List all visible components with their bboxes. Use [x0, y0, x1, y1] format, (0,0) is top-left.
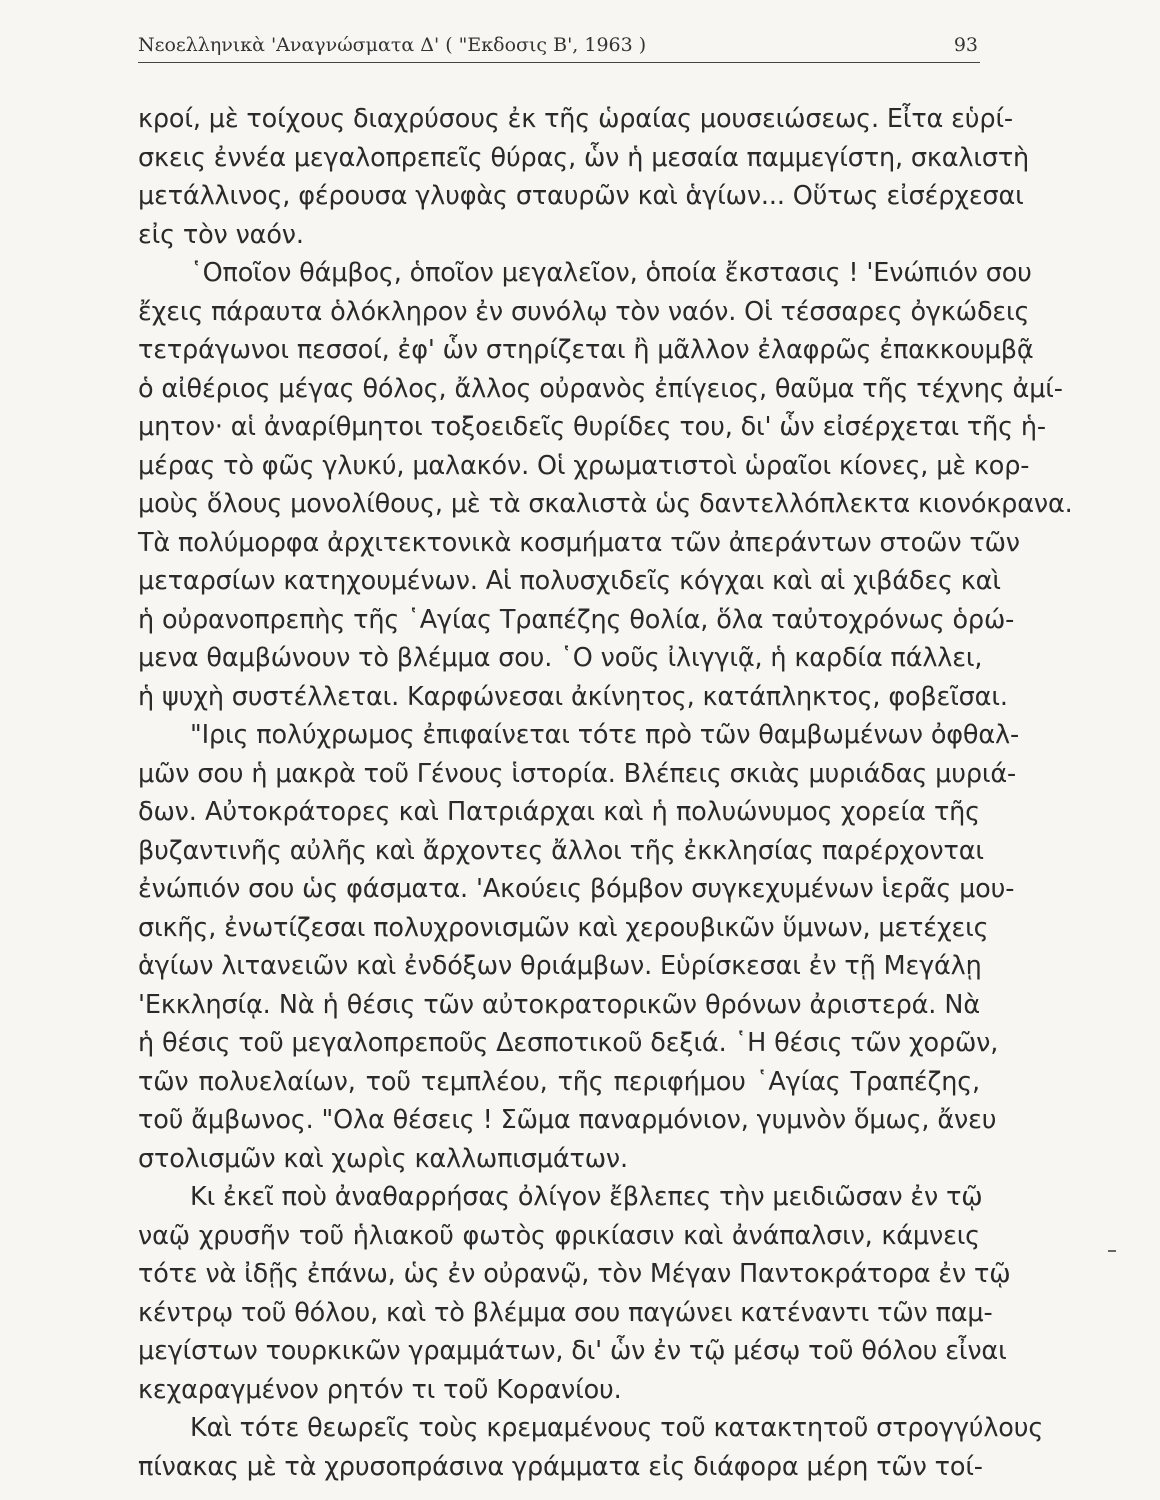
text-line: Τὰ πολύμορφα ἀρχιτεκτονικὰ κοσμήματα τῶν ἀπεράντων στοῶν τῶν — [138, 527, 1020, 558]
text-line: ἐνώπιόν σου ὡς φάσματα. 'Ακούεις βόμβον συγκεχυμένων ἱερᾶς μου- — [138, 874, 1015, 904]
text-line: σικῆς, ἐνωτίζεσαι πολυχρονισμῶν καὶ χερουβικῶν ὕμνων, μετέχεις — [138, 912, 989, 943]
text-line: "Ιρις πολύχρωμος ἐπιφαίνεται τότε πρὸ τῶν θαμβωμένων ὀφθαλ- — [190, 720, 1020, 750]
text-line: μοὺς ὅλους μονολίθους, μὲ τὰ σκαλιστὰ ὡς δαντελλόπλεκτα κιονόκρανα. — [138, 489, 1073, 519]
text-line: στολισμῶν καὶ χωρὶς καλλωπισμάτων. — [138, 1143, 628, 1174]
text-line: ῾Οποῖον θάμβος, ὁποῖον μεγαλεῖον, ὁποία ἔκστασις ! 'Ενώπιόν σου — [190, 258, 1032, 288]
text-line: βυζαντινῆς αὐλῆς καὶ ἄρχοντες ἄλλοι τῆς ἐκκλησίας παρέρχονται — [138, 835, 984, 866]
paragraph — [138, 1409, 1044, 1486]
text-line: κέντρῳ τοῦ θόλου, καὶ τὸ βλέμμα σου παγώνει κατέναντι τῶν παμ- — [138, 1297, 993, 1328]
text-line: μέρας τὸ φῶς γλυκύ, μαλακόν. Οἱ χρωματιστοὶ ὡραῖοι κίονες, μὲ κορ- — [138, 450, 1030, 481]
text-line: 'Εκκλησίᾳ. Νὰ ἡ θέσις τῶν αὐτοκρατορικῶν θρόνων ἀριστερά. Νὰ — [138, 989, 980, 1020]
text-line: ὁ αἰθέριος μέγας θόλος, ἄλλος οὐρανὸς ἐπίγειος, θαῦμα τῆς τέχνης ἀμί- — [138, 373, 1063, 404]
text-line: δων. Αὐτοκράτορες καὶ Πατριάρχαι καὶ ἡ πολυώνυμος χορεία τῆς — [138, 797, 980, 827]
paragraph — [138, 254, 1073, 1178]
text-line: τῶν πολυελαίων, τοῦ τεμπλέου, τῆς περιφήμου ῾Αγίας Τραπέζης, — [138, 1066, 980, 1097]
running-header — [138, 28, 980, 63]
paragraph — [138, 100, 1030, 254]
text-line: μεγίστων τουρκικῶν γραμμάτων, δι' ὧν ἐν τῷ μέσῳ τοῦ θόλου εἶναι — [138, 1336, 1007, 1366]
text-line: πίνακας μὲ τὰ χρυσοπράσινα γράμματα εἰς διάφορα μέρη τῶν τοί- — [138, 1451, 983, 1482]
text-line: μετάλλινος, φέρουσα γλυφὰς σταυρῶν καὶ ἁγίων... Οὕτως εἰσέρχεσαι — [138, 181, 1024, 211]
text-line: ἔχεις πάραυτα ὁλόκληρον ἐν συνόλῳ τὸν ναόν. Οἱ τέσσαρες ὀγκώδεις — [138, 296, 1030, 327]
paragraph — [138, 1178, 1011, 1409]
text-line: κροί, μὲ τοίχους διαχρύσους ἐκ τῆς ὡραίας μουσειώσεως. Εἶτα εὑρί- — [138, 104, 1013, 134]
text-line: Καὶ τότε θεωρεῖς τοὺς κρεμαμένους τοῦ κατακτητοῦ στρογγύλους — [190, 1413, 1044, 1443]
text-line: τότε νὰ ἰδῇς ἐπάνω, ὡς ἐν οὐρανῷ, τὸν Μέγαν Παντοκράτορα ἐν τῷ — [138, 1259, 1011, 1289]
body-text — [138, 100, 1073, 1486]
text-line: ἡ οὐρανοπρεπὴς τῆς ῾Αγίας Τραπέζης θολία, ὅλα ταὐτοχρόνως ὁρώ- — [138, 604, 1015, 635]
running-title: Νεοελληνικὰ 'Αναγνώσματα Δ' ( "Εκδοσις Β', 1963 ) — [138, 34, 647, 56]
page-number: 93 — [953, 34, 978, 56]
text-line: ναῷ χρυσῆν τοῦ ἡλιακοῦ φωτὸς φρικίασιν καὶ ἀνάπαλσιν, κάμνεις — [138, 1220, 980, 1251]
text-line: κεχαραγμένον ρητόν τι τοῦ Κορανίου. — [138, 1374, 622, 1405]
text-line: ἁγίων λιτανειῶν καὶ ἐνδόξων θριάμβων. Εὑρίσκεσαι ἐν τῇ Μεγάλῃ — [138, 951, 982, 981]
text-line: μεταρσίων κατηχουμένων. Αἱ πολυσχιδεῖς κόγχαι καὶ αἱ χιβάδες καὶ — [138, 566, 1001, 596]
text-line: σκεις ἐννέα μεγαλοπρεπεῖς θύρας, ὧν ἡ μεσαία παμμεγίστη, σκαλιστὴ — [138, 142, 1030, 173]
text-line: ἡ θέσις τοῦ μεγαλοπρεποῦς Δεσποτικοῦ δεξιά. ῾Η θέσις τῶν χορῶν, — [138, 1028, 999, 1058]
text-line: τετράγωνοι πεσσοί, ἐφ' ὧν στηρίζεται ἢ μᾶλλον ἐλαφρῶς ἐπακκουμβᾷ — [138, 335, 1034, 365]
text-line: εἰς τὸν ναόν. — [138, 219, 304, 250]
text-line: Κι ἐκεῖ ποὺ ἀναθαρρήσας ὀλίγον ἔβλεπες τὴν μειδιῶσαν ἐν τῷ — [190, 1182, 983, 1212]
margin-mark — [1108, 1250, 1116, 1252]
text-line: ἡ ψυχὴ συστέλλεται. Καρφώνεσαι ἀκίνητος, κατάπληκτος, φοβεῖσαι. — [138, 681, 1008, 712]
text-line: μῶν σου ἡ μακρὰ τοῦ Γένους ἱστορία. Βλέπεις σκιὰς μυριάδας μυριά- — [138, 758, 1017, 789]
text-line: μενα θαμβώνουν τὸ βλέμμα σου. ῾Ο νοῦς ἰλιγγιᾷ, ἡ καρδία πάλλει, — [138, 643, 983, 673]
text-line: τοῦ ἄμβωνος. "Ολα θέσεις ! Σῶμα παναρμόνιον, γυμνὸν ὅμως, ἄνευ — [138, 1105, 997, 1135]
text-line: μητον· αἱ ἀναρίθμητοι τοξοειδεῖς θυρίδες του, δι' ὧν εἰσέρχεται τῆς ἡ- — [138, 412, 1046, 442]
